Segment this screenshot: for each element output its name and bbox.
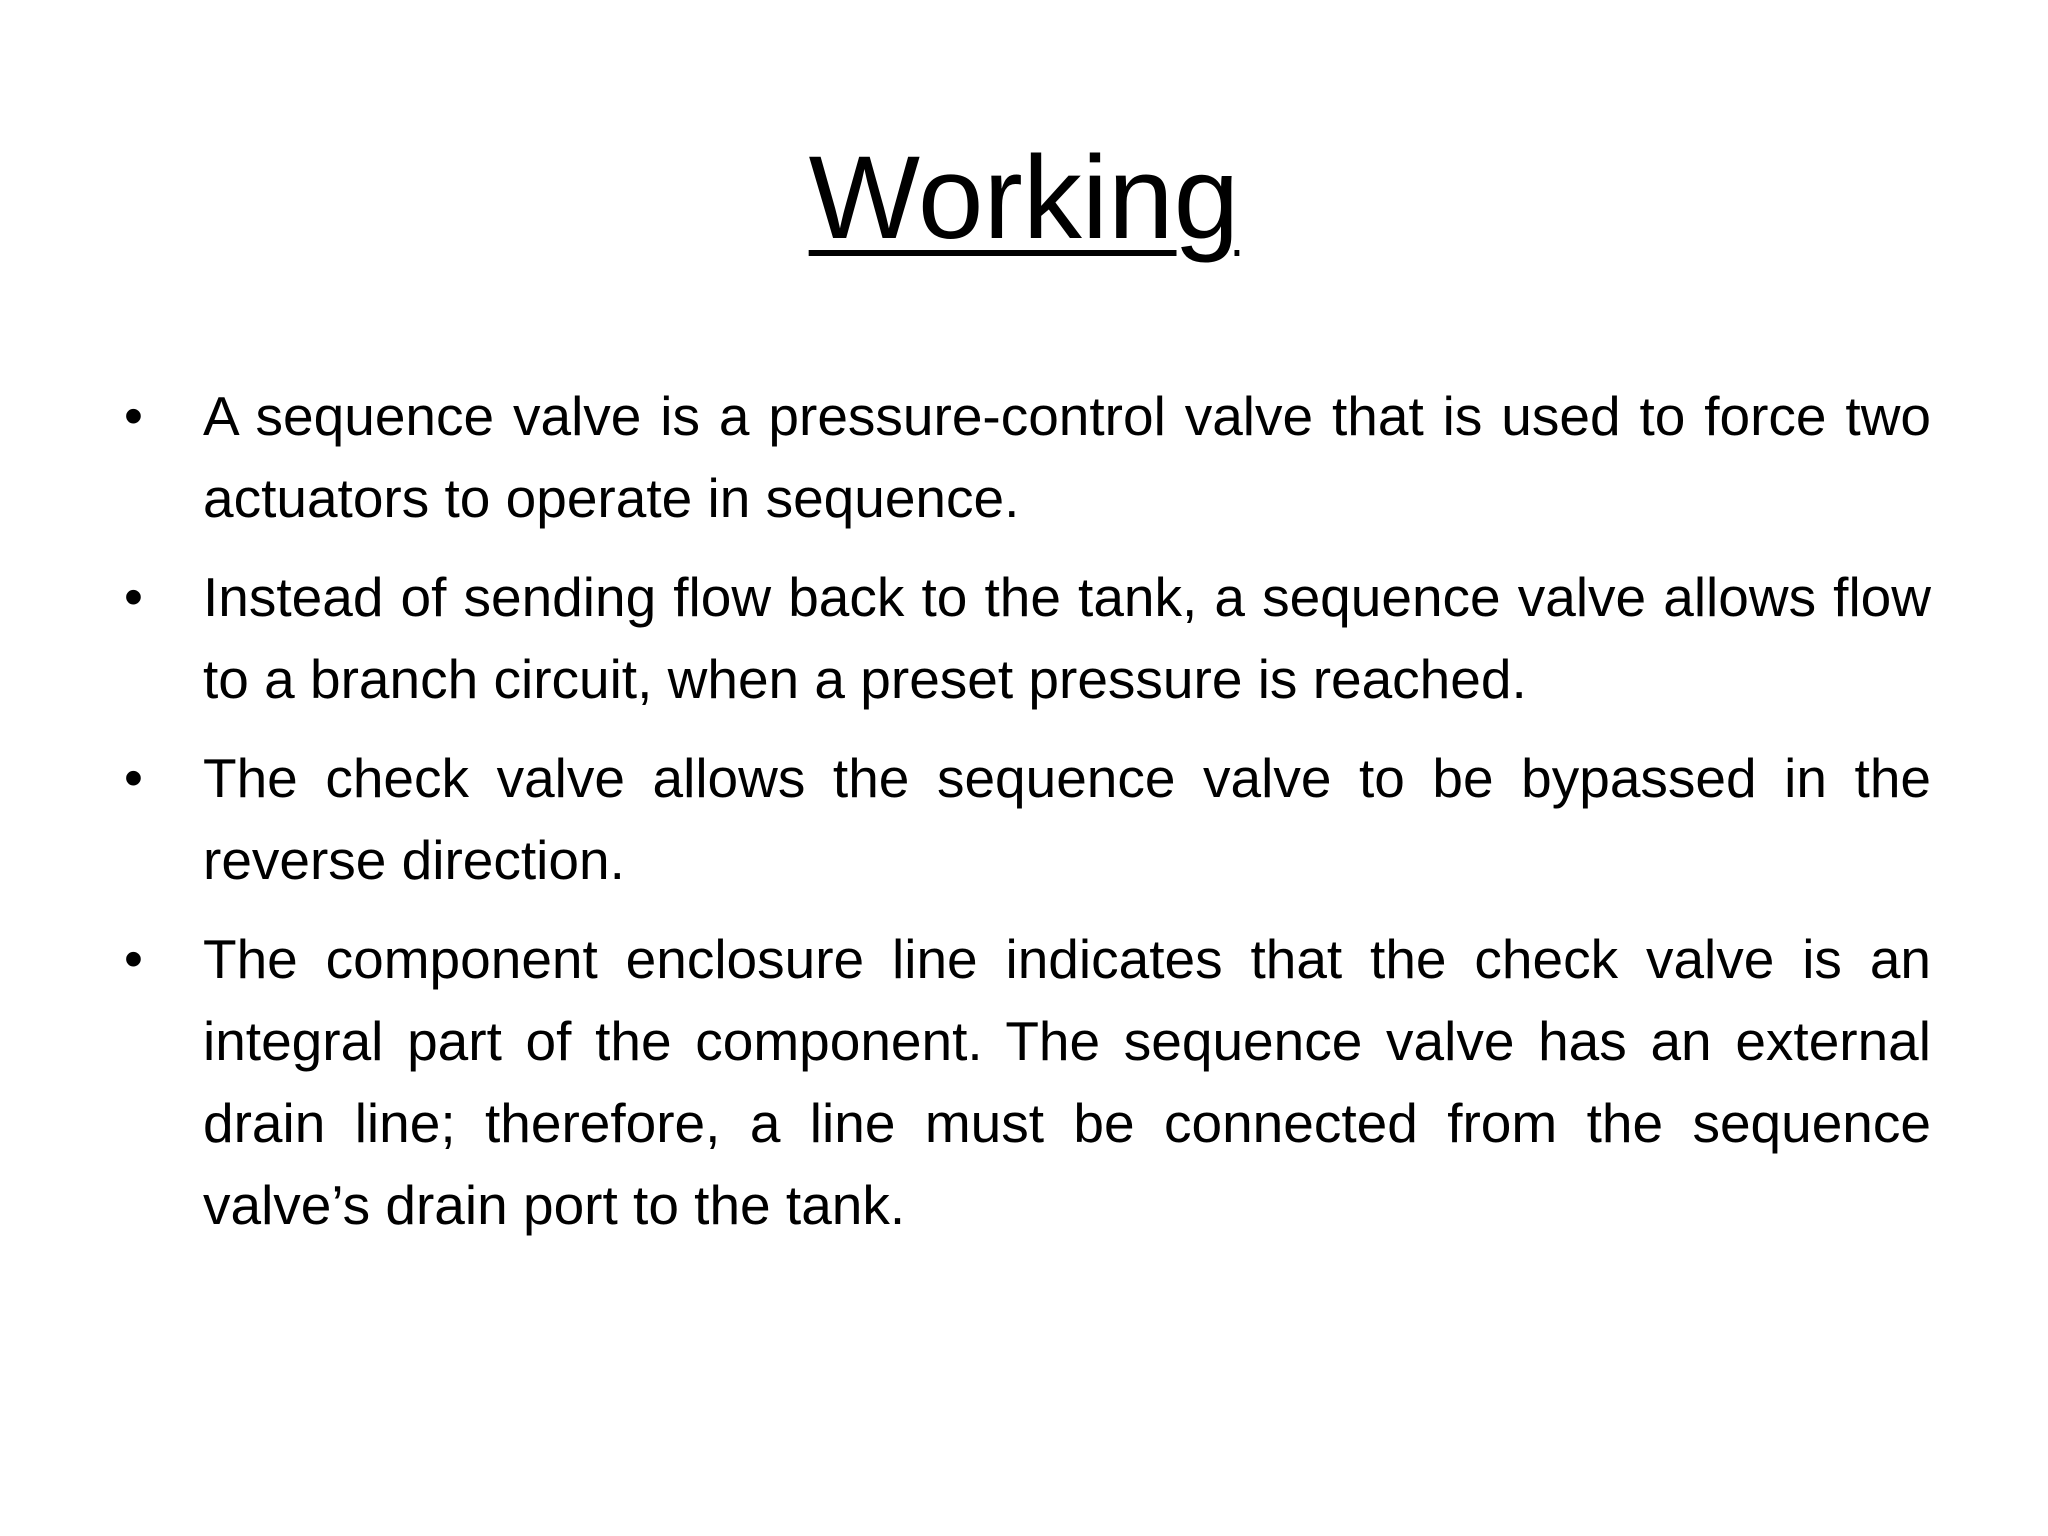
bullet-icon: • xyxy=(124,567,143,627)
bullet-text: A sequence valve is a pressure-control valve that is used to force two actuators to operate in sequence. xyxy=(203,385,1931,529)
bullet-item xyxy=(0,918,2048,1246)
bullet-text: The component enclosure line indicates that the check valve is an integral part of the component. The sequence valve has an external drain line; therefore, a line must be connected from the sequence valve’s drain port to the tank. xyxy=(203,928,1931,1236)
slide-title xyxy=(0,128,2048,268)
bullet-icon: • xyxy=(124,386,143,446)
bullet-text: Instead of sending flow back to the tank, a sequence valve allows flow to a branch circuit, when a preset pressure is reached. xyxy=(203,566,1931,710)
bullet-item xyxy=(0,556,2048,720)
bullet-item xyxy=(0,737,2048,901)
slide-title-text: Working xyxy=(808,132,1240,264)
bullet-list xyxy=(0,375,2048,1263)
bullet-icon: • xyxy=(124,748,143,808)
bullet-icon: • xyxy=(124,929,143,989)
bullet-text: The check valve allows the sequence valve to be bypassed in the reverse direction. xyxy=(203,747,1931,891)
bullet-item xyxy=(0,375,2048,539)
